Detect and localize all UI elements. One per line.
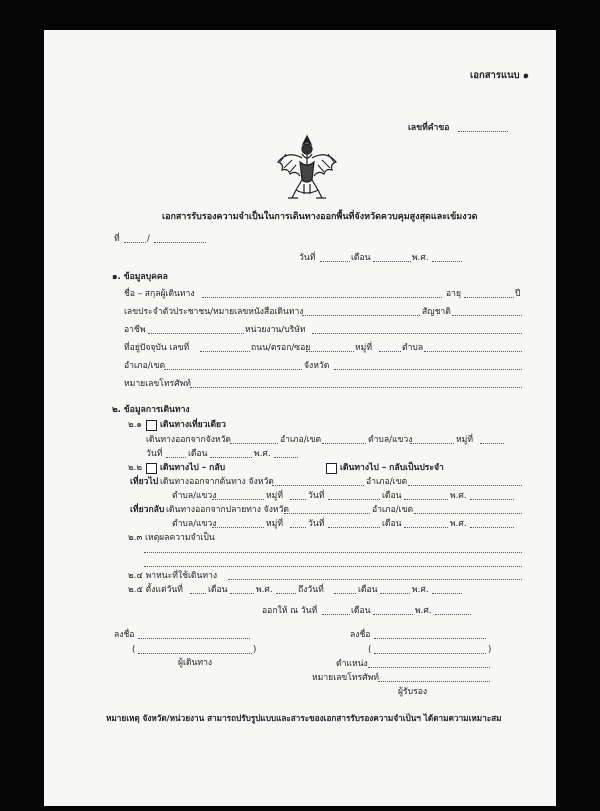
t21-district-label: อำเภอ/เขต (280, 435, 322, 445)
date-year-field (432, 261, 462, 262)
outbound-district-label: อำเภอ/เขต (366, 477, 408, 487)
nationality-field (452, 315, 522, 316)
round-trip-checkbox[interactable] (146, 463, 157, 474)
certifier-role: ผู้รับรอง (398, 687, 428, 697)
ref-field-b (154, 242, 206, 243)
period-to-label: ถึงวันที่ (298, 585, 324, 595)
traveler-sign-label: ลงชื่อ (114, 630, 135, 640)
outbound-month-label: เดือน (382, 491, 402, 501)
outbound-year-label: พ.ศ. (450, 491, 467, 501)
return-month-field (404, 527, 448, 528)
certifier-position-label: ตำแหน่ง (336, 659, 368, 669)
issued-month-field (373, 614, 413, 615)
address-label: ที่อยู่ปัจจุบัน เลขที่ (124, 343, 190, 353)
phone-label: หมายเลขโทรศัพท์ (124, 379, 191, 389)
years-label: ปี (515, 289, 521, 299)
t22-label: เดินทางไป – กลับ (160, 463, 226, 473)
return-district-field (414, 513, 522, 514)
certifier-sign-label: ลงชื่อ (350, 630, 371, 640)
regular-round-trip-checkbox[interactable] (326, 463, 337, 474)
return-subdistrict-field (212, 527, 264, 528)
nationality-label: สัญชาติ (422, 307, 451, 317)
t21-month-field (210, 457, 252, 458)
outbound-year-field (470, 499, 514, 500)
outbound-subdistrict-label: ตำบล/แขวง (172, 491, 217, 501)
issued-day-field (322, 614, 350, 615)
outbound-month-field (404, 499, 448, 500)
address-no-field (200, 351, 250, 352)
t21-subdistrict-label: ตำบล/แขวง (368, 435, 413, 445)
return-label: เที่ยวกลับ (130, 505, 165, 515)
t21-day-field (166, 457, 186, 458)
traveler-name-open: ( (132, 645, 136, 655)
certifier-phone-label: หมายเลขโทรศัพท์ (312, 673, 379, 683)
certifier-name-close: ) (488, 645, 492, 655)
request-no-label: เลขที่คำขอ (408, 123, 450, 133)
return-day-label: วันที่ (308, 519, 325, 529)
road-label: ถนน/ตรอก/ซอย (251, 343, 311, 353)
section2-heading: ๒. ข้อมูลการเดินทาง (112, 405, 190, 415)
date-day-label: วันที่ (299, 253, 316, 263)
name-field (202, 297, 442, 298)
traveler-name-field (138, 653, 252, 654)
date-month-label: เดือน (351, 253, 371, 263)
district-field (164, 369, 302, 370)
issued-label: ออกให้ ณ วันที่ (262, 606, 318, 616)
period-from-month-field (230, 593, 254, 594)
return-year-field (470, 527, 514, 528)
return-moo-label: หมู่ที่ (266, 519, 283, 529)
t21-label: เดินทางเที่ยวเดียว (160, 420, 226, 430)
period-from-label: ๒.๕ ตั้งแต่วันที่ (128, 585, 183, 595)
province-field (334, 369, 522, 370)
t21-district-field (322, 443, 366, 444)
t21-subdistrict-field (410, 443, 454, 444)
date-month-field (373, 261, 411, 262)
outbound-moo-label: หมู่ที่ (266, 491, 283, 501)
period-from-year-label: พ.ศ. (256, 585, 273, 595)
province-label: จังหวัด (304, 361, 330, 371)
request-no-field (458, 131, 508, 132)
org-field (312, 333, 522, 334)
period-to-month-label: เดือน (358, 585, 378, 595)
outbound-subdistrict-field (212, 499, 264, 500)
period-to-month-field (380, 593, 410, 594)
traveler-role: ผู้เดินทาง (178, 658, 213, 668)
age-label: อายุ (446, 289, 462, 299)
garuda-emblem-icon (274, 132, 340, 202)
one-way-checkbox[interactable] (146, 420, 157, 431)
outbound-text: เดินทางออกจากต้นทาง จังหวัด (160, 477, 274, 487)
footer-note: หมายเหตุ จังหวัด/หน่วยงาน สามารถปรับรูปแบบและสาระของเอกสารรับรองความจำเป็นฯ ได้ตามความเหมาะสม (106, 713, 502, 723)
traveler-sign-field (138, 638, 250, 639)
vehicle-label: ๒.๔ พาหนะที่ใช้เดินทาง (128, 571, 218, 581)
vehicle-field (228, 579, 522, 580)
certifier-position-field (368, 667, 490, 668)
occupation-label: อาชีพ (124, 325, 146, 335)
t21-year-label: พ.ศ. (254, 449, 271, 459)
moo-label: หมู่ที่ (355, 343, 372, 353)
return-text: เดินทางออกจากปลายทาง จังหวัด (166, 505, 289, 515)
t22-label-b: เดินทางไป – กลับเป็นประจำ (340, 463, 444, 473)
issued-year-label: พ.ศ. (415, 606, 432, 616)
return-year-label: พ.ศ. (450, 519, 467, 529)
return-subdistrict-label: ตำบล/แขวง (172, 519, 217, 529)
name-label: ชื่อ – สกุลผู้เดินทาง (124, 289, 195, 299)
t21-moo-field (480, 443, 504, 444)
section1-heading: ๑. ข้อมูลบุคคล (112, 272, 168, 282)
period-from-day-field (190, 593, 206, 594)
issued-year-field (435, 614, 471, 615)
certifier-sign-field (374, 638, 486, 639)
return-month-label: เดือน (382, 519, 402, 529)
certifier-phone-field (378, 681, 490, 682)
return-day-field (328, 527, 380, 528)
reason-line-1 (144, 552, 522, 553)
t21-year-field (274, 457, 298, 458)
age-field (464, 297, 514, 298)
document-page (44, 30, 556, 806)
period-from-year-field (276, 593, 296, 594)
ref-prefix: ที่ (114, 234, 120, 244)
certifier-name-field (374, 653, 486, 654)
issued-month-label: เดือน (351, 606, 371, 616)
outbound-label: เที่ยวไป (130, 477, 159, 487)
t21-day-label: วันที่ (146, 449, 163, 459)
outbound-day-field (328, 499, 380, 500)
return-district-label: อำเภอ/เขต (372, 505, 414, 515)
phone-field (190, 387, 522, 388)
return-province-field (284, 513, 370, 514)
outbound-moo-field (290, 499, 306, 500)
t21-month-label: เดือน (188, 449, 208, 459)
t21-moo-label: หมู่ที่ (456, 435, 473, 445)
moo-field (379, 351, 401, 352)
period-from-month-label: เดือน (208, 585, 228, 595)
t21-province-field (230, 443, 278, 444)
road-field (306, 351, 354, 352)
certifier-name-open: ( (368, 645, 372, 655)
org-label: หน่วยงาน/บริษัท (245, 325, 306, 335)
document-title: เอกสารรับรองความจำเป็นในการเดินทางออกพื้นที่จังหวัดควบคุมสูงสุดและเข้มงวด (162, 212, 478, 222)
date-day-field (320, 261, 350, 262)
traveler-name-close: ) (253, 645, 257, 655)
period-to-day-field (334, 593, 356, 594)
attachment-ref: เอกสารแนบ ๑ (470, 70, 529, 81)
date-year-label: พ.ศ. (412, 253, 429, 263)
t21-number: ๒.๑ (128, 420, 142, 430)
tambon-label: ตำบล (402, 343, 424, 353)
outbound-district-field (408, 485, 522, 486)
district-label: อำเภอ/เขต (124, 361, 166, 371)
ref-field-a (124, 242, 146, 243)
id-label: เลขประจำตัวประชาชน/หมายเลขหนังสือเดินทาง (124, 307, 304, 317)
ref-slash: / (147, 234, 150, 244)
tambon-field (424, 351, 522, 352)
t21-province-label: เดินทางออกจากจังหวัด (146, 435, 231, 445)
id-field (302, 315, 420, 316)
period-to-year-label: พ.ศ. (412, 585, 429, 595)
reason-line-2 (144, 566, 522, 567)
period-to-year-field (432, 593, 462, 594)
outbound-province-field (272, 485, 364, 486)
return-moo-field (290, 527, 306, 528)
occupation-field (148, 333, 244, 334)
t22-number: ๒.๒ (128, 463, 143, 473)
outbound-day-label: วันที่ (308, 491, 325, 501)
reason-label: ๒.๓ เหตุผลความจำเป็น (128, 533, 215, 543)
